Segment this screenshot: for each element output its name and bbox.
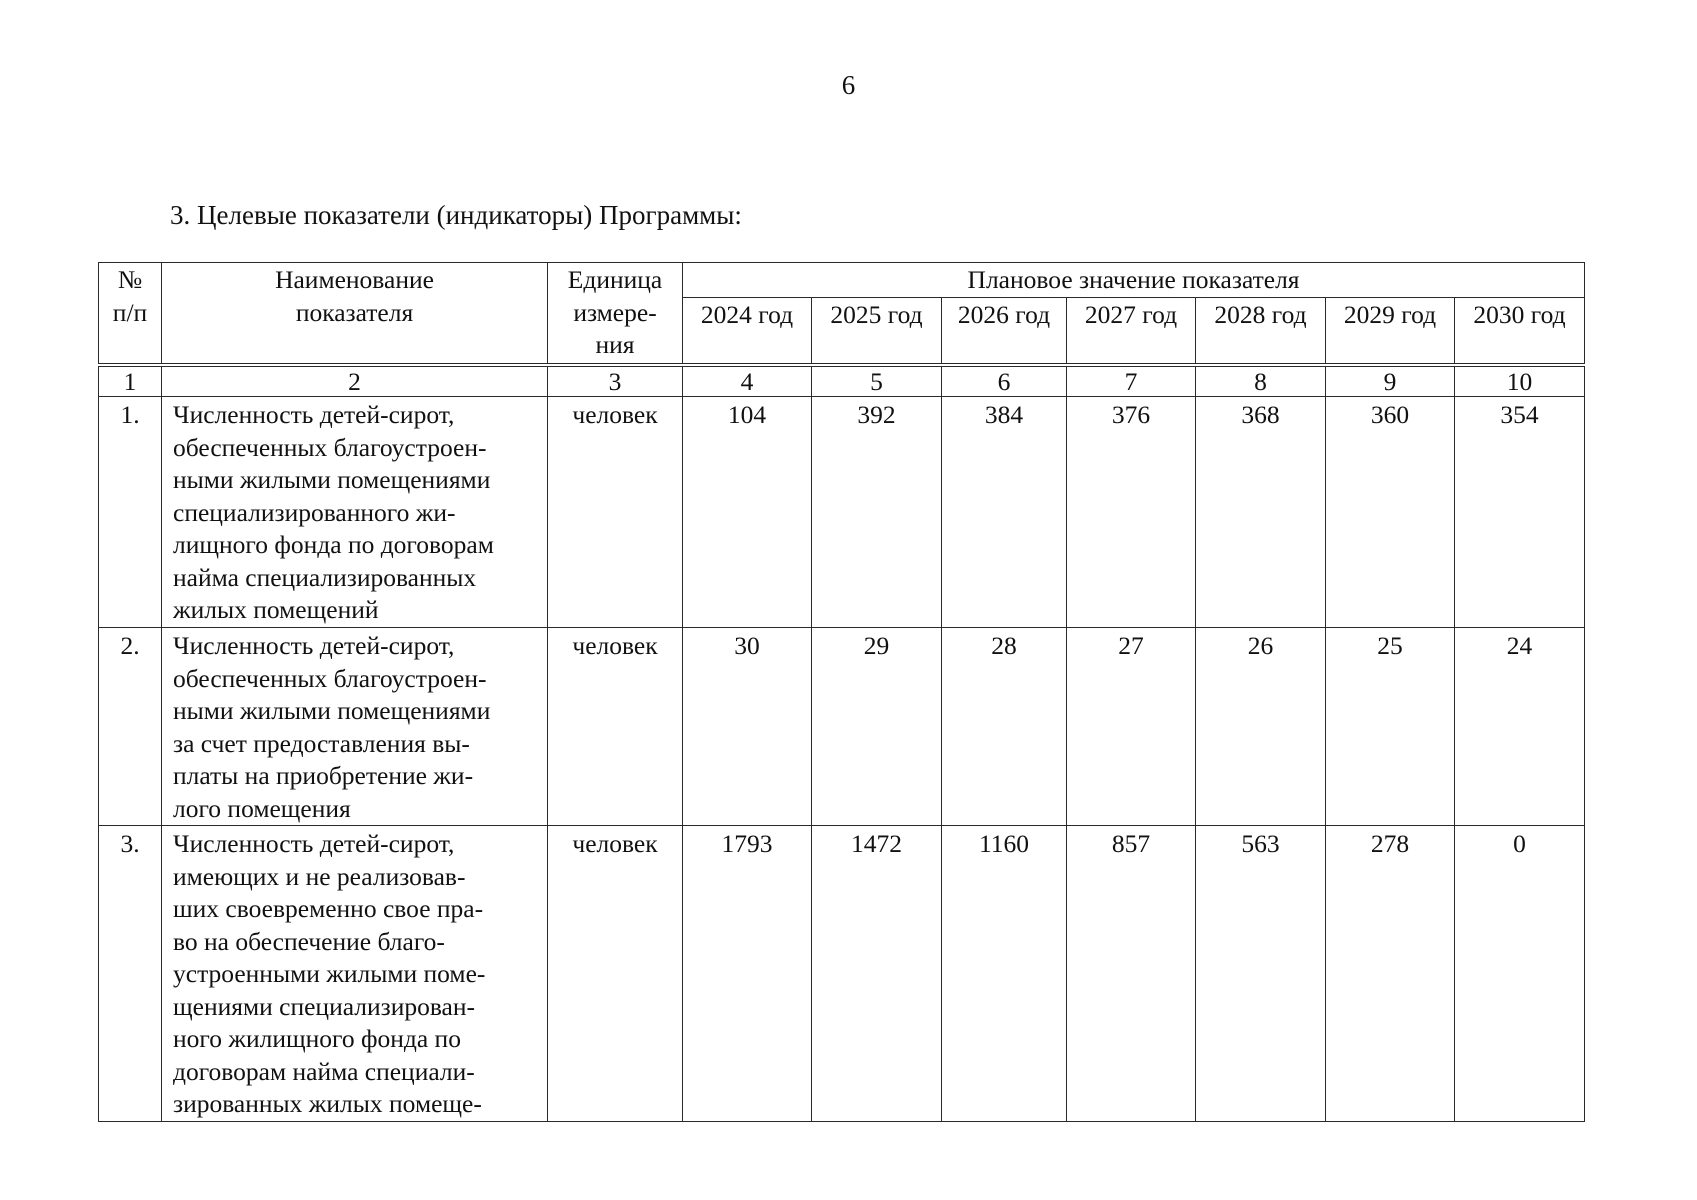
column-number: 2 bbox=[162, 365, 548, 397]
indicator-value: 354 bbox=[1455, 397, 1585, 628]
indicator-value: 30 bbox=[683, 628, 812, 826]
header-unit-line: измере- bbox=[573, 297, 657, 327]
header-year: 2026 год bbox=[942, 298, 1067, 366]
indicator-value: 0 bbox=[1455, 826, 1585, 1122]
indicator-value: 278 bbox=[1326, 826, 1455, 1122]
indicator-name-line: имеющих и не реализовав- bbox=[173, 861, 466, 891]
indicator-name-line: лого помещения bbox=[173, 793, 351, 823]
header-planned-value: Плановое значение показателя bbox=[683, 263, 1585, 298]
indicator-value: 1160 bbox=[942, 826, 1067, 1122]
indicator-value: 360 bbox=[1326, 397, 1455, 628]
indicator-name bbox=[162, 397, 548, 628]
indicator-value: 1472 bbox=[812, 826, 942, 1122]
header-name-line: Наименование bbox=[275, 265, 434, 294]
column-number: 7 bbox=[1067, 365, 1196, 397]
indicator-unit: человек bbox=[548, 826, 683, 1122]
indicator-name bbox=[162, 826, 548, 1122]
header-name-line: показателя bbox=[295, 297, 414, 327]
indicator-name-line: ного жилищного фонда по bbox=[173, 1024, 461, 1053]
indicator-name-line: договорам найма специали- bbox=[173, 1056, 475, 1086]
indicator-value: 1793 bbox=[683, 826, 812, 1122]
header-num-line: п/п bbox=[112, 297, 148, 327]
indicator-name-line: найма специализированных bbox=[173, 562, 477, 592]
indicator-unit: человек bbox=[548, 397, 683, 628]
column-number: 8 bbox=[1196, 365, 1326, 397]
column-number: 3 bbox=[548, 365, 683, 397]
indicator-value: 27 bbox=[1067, 628, 1196, 826]
indicator-name-line: Численность детей-сирот, bbox=[173, 829, 455, 858]
table-row bbox=[99, 826, 1585, 1122]
table-row bbox=[99, 628, 1585, 826]
header-year: 2028 год bbox=[1196, 298, 1326, 366]
indicator-value: 104 bbox=[683, 397, 812, 628]
header-name bbox=[162, 263, 548, 366]
header-year: 2027 год bbox=[1067, 298, 1196, 366]
indicator-name-line: Численность детей-сирот, bbox=[173, 631, 455, 660]
indicator-name bbox=[162, 628, 548, 826]
indicator-value: 392 bbox=[812, 397, 942, 628]
header-year: 2024 год bbox=[683, 298, 812, 366]
indicator-value: 563 bbox=[1196, 826, 1326, 1122]
indicator-name-line: ными жилыми помещениями bbox=[173, 696, 491, 725]
indicator-name-line: зированных жилых помеще- bbox=[173, 1089, 482, 1118]
header-unit-line: ния bbox=[595, 330, 635, 359]
indicator-value: 26 bbox=[1196, 628, 1326, 826]
indicator-name-line: во на обеспечение благо- bbox=[173, 926, 445, 956]
indicator-name-line: обеспеченных благоустроен- bbox=[173, 663, 487, 693]
column-number-row bbox=[99, 365, 1585, 397]
column-number: 5 bbox=[812, 365, 942, 397]
indicator-value: 368 bbox=[1196, 397, 1326, 628]
indicator-name-line: обеспеченных благоустроен- bbox=[173, 432, 487, 462]
page-number: 6 bbox=[841, 70, 856, 100]
indicators-table bbox=[98, 262, 1585, 1122]
column-number: 10 bbox=[1455, 365, 1585, 397]
indicator-name-line: ными жилыми помещениями bbox=[173, 465, 491, 494]
indicator-value: 857 bbox=[1067, 826, 1196, 1122]
header-year: 2029 год bbox=[1326, 298, 1455, 366]
indicator-name-line: за счет предоставления вы- bbox=[173, 728, 470, 758]
column-number: 1 bbox=[99, 365, 162, 397]
indicator-name-line: устроенными жилыми поме- bbox=[173, 959, 486, 988]
column-number: 6 bbox=[942, 365, 1067, 397]
header-unit-line: Единица bbox=[567, 265, 663, 294]
indicator-value: 25 bbox=[1326, 628, 1455, 826]
indicator-name-line: Численность детей-сирот, bbox=[173, 400, 455, 429]
header-year: 2030 год bbox=[1455, 298, 1585, 366]
column-number: 4 bbox=[683, 365, 812, 397]
indicator-name-line: щениями специализирован- bbox=[173, 991, 476, 1021]
row-num: 2. bbox=[99, 628, 162, 826]
indicator-name-line: жилых помещений bbox=[173, 595, 379, 624]
header-num bbox=[99, 263, 162, 366]
indicator-value: 29 bbox=[812, 628, 942, 826]
indicator-value: 376 bbox=[1067, 397, 1196, 628]
table-row bbox=[99, 397, 1585, 628]
column-number: 9 bbox=[1326, 365, 1455, 397]
indicator-name-line: лищного фонда по договорам bbox=[173, 530, 494, 559]
indicator-name-line: специализированного жи- bbox=[173, 497, 456, 527]
header-year: 2025 год bbox=[812, 298, 942, 366]
indicator-value: 28 bbox=[942, 628, 1067, 826]
header-unit bbox=[548, 263, 683, 366]
row-num: 3. bbox=[99, 826, 162, 1122]
indicator-value: 24 bbox=[1455, 628, 1585, 826]
row-num: 1. bbox=[99, 397, 162, 628]
indicator-value: 384 bbox=[942, 397, 1067, 628]
table-header-row bbox=[99, 263, 1585, 298]
indicator-name-line: ших своевременно свое пра- bbox=[173, 894, 484, 923]
indicator-name-line: платы на приобретение жи- bbox=[173, 761, 474, 790]
indicator-unit: человек bbox=[548, 628, 683, 826]
section-heading: 3. Целевые показатели (индикаторы) Программы: bbox=[170, 200, 742, 230]
header-num-line: № bbox=[117, 265, 143, 294]
